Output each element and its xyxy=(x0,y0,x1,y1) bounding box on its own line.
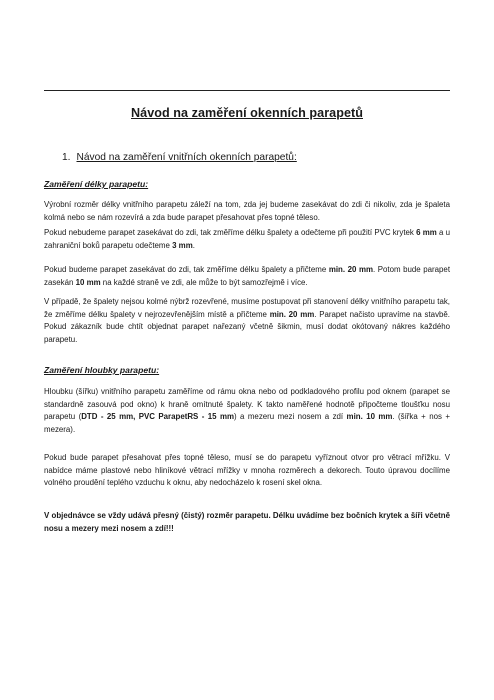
paragraph-radiator: Pokud bude parapet přesahovat přes topné těleso, musí se do parapetu vyříznout otvor pro větrací mřížku. V nabídce máme plastové nebo hliníkové větrací mřížky v mnoha rozměrech a dekorech. Touto úpravou docílíme volného proudění teplého vzduchu k oknu, aby nedocházelo k rosení skel okna. xyxy=(44,453,450,488)
text-span: . (šířka + nos + mezera). xyxy=(44,412,450,434)
bold-value: min. 10 mm xyxy=(346,412,393,422)
text-span: Hloubku (šířku) vnitřního parapetu zaměříme od rámu okna nebo od podkladového profilu pod oknem (parapet se standardně zasouvá pod okno) k hraně omítnuté špalety. K takto naměřené hodnotě připočteme tloušťku nosu parapetu ( xyxy=(44,387,450,422)
subheading-depth: Zaměření hloubky parapetu: xyxy=(44,365,160,375)
section-heading xyxy=(62,152,297,163)
text-span: . Potom bude parapet zasekán xyxy=(44,265,451,287)
text-span: ) a mezeru mezi nosem a zdí xyxy=(234,412,347,422)
text-span: . Parapet načisto upravíme na stavbě. Pokud zákazník bude chtít objednat parapet nařezaný včetně šikmin, musí dodat okótovaný nákres každého parapetu. xyxy=(44,309,450,344)
text-span: V případě, že špalety nejsou kolmé nýbrž rozevřené, musíme postupovat při stanovení délky vnitřního parapetu tak, že změříme délku špalety v nejrozevřenějším místě a přičteme xyxy=(44,297,450,319)
paragraph-depth xyxy=(44,386,450,436)
paragraph-flared-reveal xyxy=(44,296,450,346)
text-span: . xyxy=(192,240,195,250)
text-span: Pokud budeme parapet zasekávat do zdi, tak změříme délku špalety a přičteme xyxy=(44,265,329,274)
text-span: na každé straně ve zdi, ale může to být samozřejmě i více. xyxy=(100,277,308,287)
paragraph-length-intro: Výrobní rozměr délky vnitřního parapetu záleží na tom, zda jej budeme zasekávat do zdi či nikoliv, zda je špaleta kolmá nebo se nám rozevírá a zda bude parapet přesahovat přes topné těleso. xyxy=(44,200,450,222)
paragraph-order-note: V objednávce se vždy udává přesný (čistý) rozměr parapetu. Délku uvádíme bez bočních krytek a šíři včetně nosu a mezery mezi nosem a zdí!!! xyxy=(44,511,450,533)
top-divider xyxy=(44,90,450,91)
paragraph-recess xyxy=(44,264,450,289)
section-number: 1. xyxy=(62,152,71,163)
bold-value: min. 20 mm xyxy=(328,265,373,274)
page-title: Návod na zaměření okenních parapetů xyxy=(131,106,363,120)
bold-value: 10 mm xyxy=(75,277,101,287)
bold-value: 6 mm xyxy=(416,228,437,237)
section-label: Návod na zaměření vnitřních okenních parapetů: xyxy=(76,152,297,163)
text-span: a u zahraniční boků parapetu odečteme xyxy=(44,228,450,250)
bold-value: DTD - 25 mm, PVC ParapetRS - 15 mm xyxy=(81,412,234,422)
bold-value: min. 20 mm xyxy=(269,309,315,319)
subheading-length: Zaměření délky parapetu: xyxy=(44,179,149,189)
paragraph-no-recess xyxy=(44,227,450,252)
text-span: Pokud nebudeme parapet zasekávat do zdi, tak změříme délku špalety a odečteme při použití PVC krytek xyxy=(44,228,417,237)
bold-value: 3 mm xyxy=(172,240,193,250)
